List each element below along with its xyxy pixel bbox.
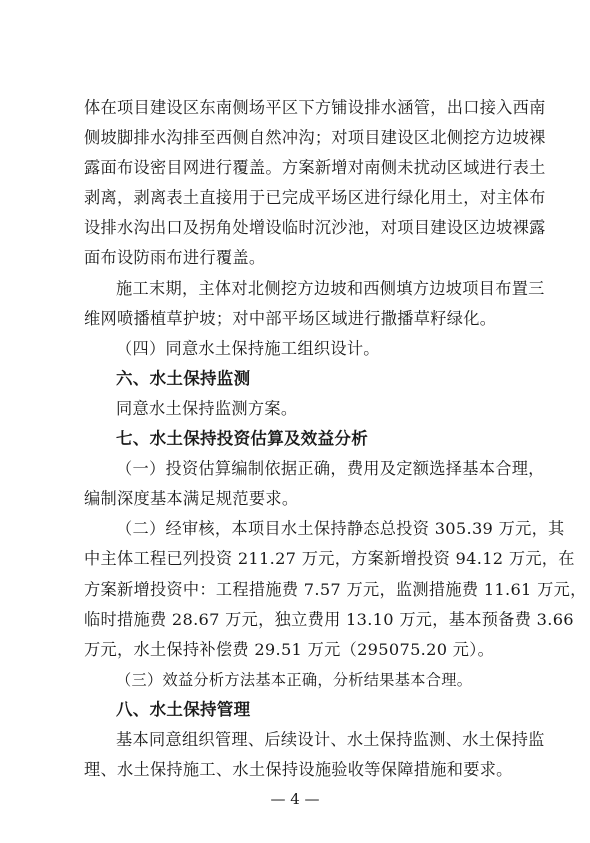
body-line: 设排水沟出口及拐角处增设临时沉沙池，对项目建设区边坡裸露: [84, 218, 546, 237]
body-line: 维网喷播植草护坡；对中部平场区域进行撒播草籽绿化。: [84, 309, 497, 328]
body-line: （四）同意水土保持施工组织设计。: [116, 339, 380, 358]
body-line: 编制深度基本满足规范要求。: [84, 489, 299, 508]
body-line: 剥离，剥离表土直接用于已完成平场区进行绿化用土，对主体布: [84, 188, 546, 207]
body-line: 露面布设密目网进行覆盖。方案新增对南侧未扰动区域进行表土: [84, 158, 546, 177]
body-line: 中主体工程已列投资 211.27 万元，方案新增投资 94.12 万元，在: [84, 549, 575, 568]
body-line: 施工末期，主体对北侧挖方边坡和西侧填方边坡项目布置三: [116, 279, 545, 298]
body-line: 临时措施费 28.67 万元，独立费用 13.10 万元，基本预备费 3.66: [84, 610, 574, 629]
section-heading: 六、水土保持监测: [116, 369, 251, 388]
page-number: — 4 —: [270, 790, 320, 808]
body-line: 面布设防雨布进行覆盖。: [84, 248, 266, 267]
body-line: 侧坡脚排水沟排至西侧自然冲沟；对项目建设区北侧挖方边坡裸: [84, 128, 546, 147]
body-line: 基本同意组织管理、后续设计、水土保持监测、水土保持监: [116, 730, 545, 749]
body-line: （一）投资估算编制依据正确，费用及定额选择基本合理，: [116, 459, 545, 478]
body-line: （二）经审核，本项目水土保持静态总投资 305.39 万元，其: [116, 519, 565, 538]
body-line: 同意水土保持监测方案。: [116, 399, 298, 418]
body-line: （三）效益分析方法基本正确，分析结果基本合理。: [116, 671, 473, 689]
section-heading: 八、水土保持管理: [116, 700, 251, 719]
body-line: 方案新增投资中：工程措施费 7.57 万元，监测措施费 11.61 万元，: [84, 580, 587, 599]
body-line: 体在项目建设区东南侧场平区下方铺设排水涵管，出口接入西南: [84, 98, 546, 117]
body-line: 万元，水土保持补偿费 29.51 万元（295075.20 元）。: [84, 640, 495, 659]
body-line: 理、水土保持施工、水土保持设施验收等保障措施和要求。: [84, 760, 513, 779]
section-heading: 七、水土保持投资估算及效益分析: [116, 429, 368, 448]
